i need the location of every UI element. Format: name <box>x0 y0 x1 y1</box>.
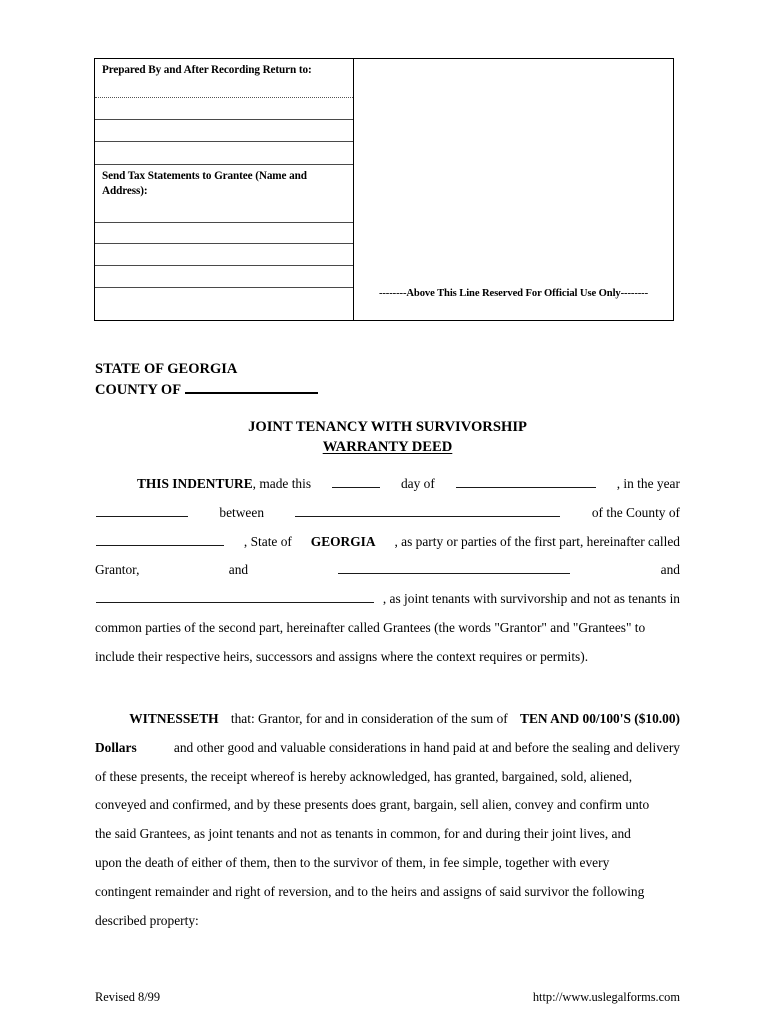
grantor-county-input-blank[interactable] <box>96 532 224 546</box>
grantor-label-text: Grantor, <box>95 562 140 578</box>
between-text: between <box>219 504 265 520</box>
witnesseth-text-3: of these presents, the receipt whereof is hereby acknowledged, has granted, bargained, sold, aliened, <box>95 768 633 784</box>
witnesseth-line-1 <box>95 705 680 734</box>
jurisdiction-block <box>95 360 318 400</box>
witnesseth-line-4 <box>95 791 680 820</box>
tax-address-line-4[interactable] <box>95 288 353 319</box>
witnesseth-lead: WITNESSETH <box>129 711 219 726</box>
indenture-line-5 <box>95 585 680 614</box>
witnesseth-text-8: described property: <box>95 912 199 928</box>
witnesseth-text-7: contingent remainder and right of reversion, and to the heirs and assigns of said survivor the following <box>95 883 645 899</box>
send-tax-statements-label: Send Tax Statements to Grantee (Name and Address): <box>102 170 307 197</box>
send-tax-statements-cell[interactable] <box>95 165 353 223</box>
witnesseth-text-4: conveyed and confirmed, and by these presents does grant, bargain, sell alien, convey and confirm unto <box>95 797 650 813</box>
grantee-2-input-blank[interactable] <box>96 589 374 603</box>
prepared-by-label: Prepared By and After Recording Return to: <box>102 64 312 76</box>
indenture-line-1 <box>95 470 680 499</box>
and-text-2: and <box>660 562 680 578</box>
indenture-line-7 <box>95 643 680 672</box>
tax-address-line-2[interactable] <box>95 244 353 266</box>
witnesseth-consideration-text: that: Grantor, for and in consideration of the sum of <box>230 711 508 726</box>
witnesseth-line-2 <box>95 734 680 763</box>
indenture-line-3 <box>95 528 680 557</box>
this-indenture-lead: THIS INDENTURE <box>136 476 253 491</box>
tax-address-line-3[interactable] <box>95 266 353 288</box>
in-the-year-text: , in the year <box>616 476 680 491</box>
consideration-amount: TEN AND 00/100'S ($10.00) <box>520 711 680 726</box>
official-use-cell[interactable] <box>354 59 673 320</box>
year-input-blank[interactable] <box>96 503 188 517</box>
reserved-for-official-use-note: --------Above This Line Reserved For Official Use Only-------- <box>378 288 649 299</box>
witnesseth-line-7 <box>95 878 680 907</box>
document-title <box>95 418 680 457</box>
joint-tenants-text: , as joint tenants with survivorship and not as tenants in <box>382 591 680 607</box>
made-this-text: , made this <box>252 476 312 491</box>
day-input-blank[interactable] <box>332 474 380 488</box>
revision-label: Revised 8/99 <box>95 990 161 1004</box>
dollars-bold-text: Dollars <box>95 739 137 755</box>
first-part-text: , as party or parties of the first part, hereinafter called <box>394 533 680 549</box>
source-url: http://www.uslegalforms.com <box>532 990 680 1004</box>
day-of-text: day of <box>400 476 435 491</box>
document-title-line-2: WARRANTY DEED <box>322 438 453 455</box>
common-parties-text: common parties of the second part, hereinafter called Grantees (the words "Grantor" and "Grantees" to <box>95 619 646 635</box>
county-label: COUNTY OF <box>95 382 182 398</box>
witnesseth-line-8 <box>95 907 680 936</box>
witnesseth-text-5: the said Grantees, as joint tenants and not as tenants in common, for and during their joint lives, and <box>95 826 631 842</box>
return-address-line-3[interactable] <box>95 142 353 165</box>
and-text-1: and <box>228 562 249 578</box>
witnesseth-line-3 <box>95 763 680 792</box>
recording-information-table <box>94 58 674 321</box>
tax-address-line-1[interactable] <box>95 223 353 244</box>
document-title-line-1: JOINT TENANCY WITH SURVIVORSHIP <box>248 419 527 435</box>
return-address-line-2[interactable] <box>95 120 353 142</box>
state-of-text: , State of <box>243 533 292 549</box>
indenture-paragraph <box>95 470 680 672</box>
page-footer <box>95 990 680 1005</box>
month-input-blank[interactable] <box>456 474 596 488</box>
witnesseth-text-2: and other good and valuable considerations in hand paid at and before the sealing and delivery <box>173 739 680 755</box>
witnesseth-line-6 <box>95 849 680 878</box>
county-line <box>95 379 318 400</box>
state-line: STATE OF GEORGIA <box>95 361 238 377</box>
grantee-1-input-blank[interactable] <box>338 560 570 574</box>
indenture-line-2 <box>95 499 680 528</box>
county-input-blank[interactable] <box>185 379 318 394</box>
indenture-line-6 <box>95 614 680 643</box>
witnesseth-line-5 <box>95 820 680 849</box>
witnesseth-text-6: upon the death of either of them, then to the survivor of them, in fee simple, together with every <box>95 854 610 870</box>
indenture-line-4 <box>95 556 680 585</box>
of-the-county-of-text: of the County of <box>591 504 680 520</box>
prepared-by-cell[interactable] <box>95 59 353 98</box>
recording-table-left-column <box>95 59 354 320</box>
return-address-line-1[interactable] <box>95 98 353 120</box>
witnesseth-paragraph <box>95 705 680 935</box>
include-heirs-text: include their respective heirs, successors and assigns where the context requires or permits). <box>95 648 589 664</box>
grantor-name-input-blank[interactable] <box>295 503 560 517</box>
georgia-bold-text: GEORGIA <box>310 533 376 549</box>
